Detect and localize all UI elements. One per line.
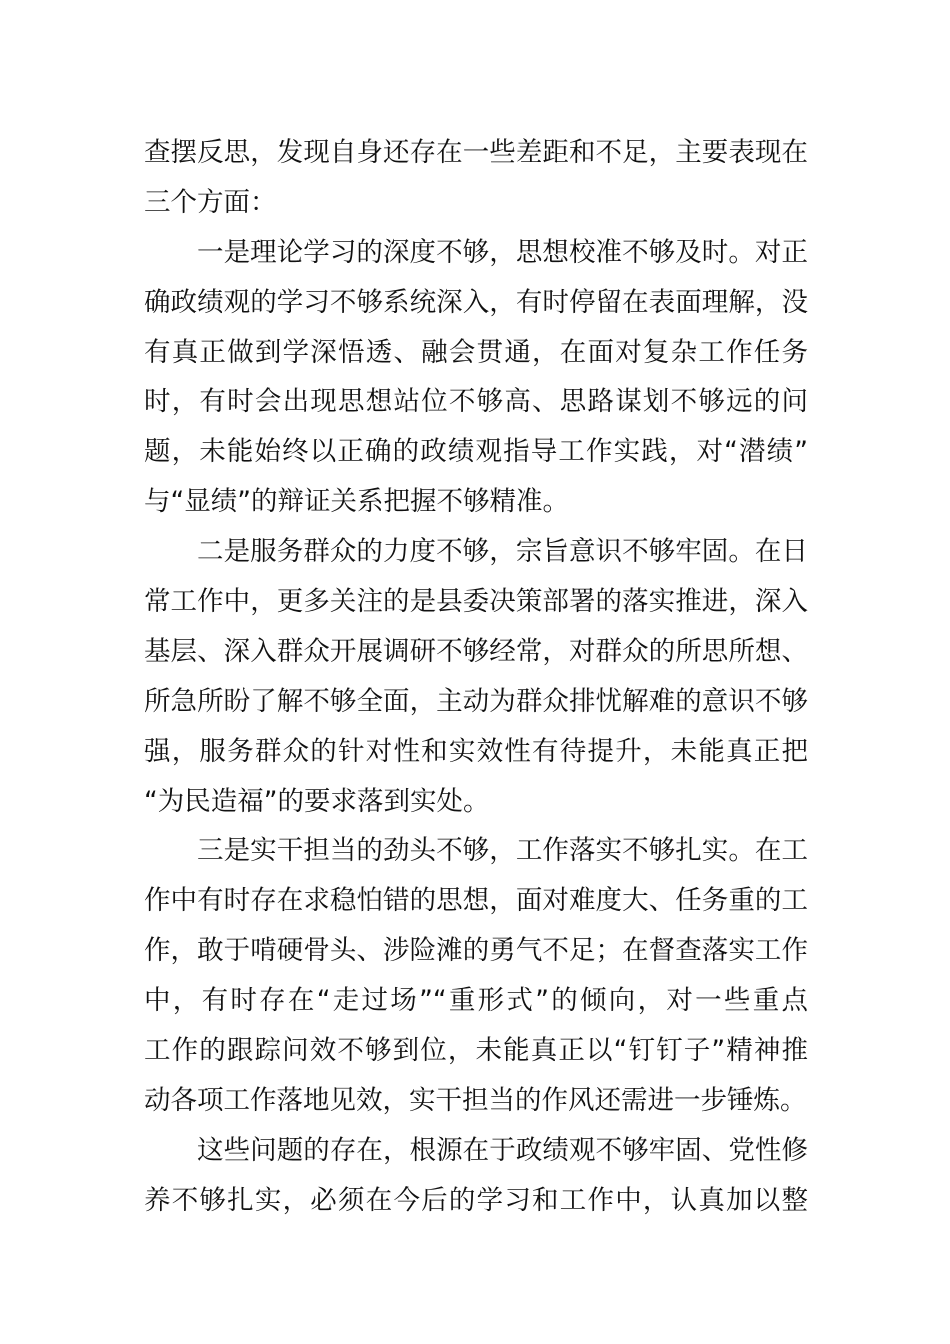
text-line: 查摆反思，发现自身还存在一些差距和不足，主要表现在 <box>144 137 808 168</box>
text-line: 三个方面： <box>144 186 277 218</box>
text-line: 作，敢于啃硬骨头、涉险滩的勇气不足；在督查落实工作 <box>144 935 808 967</box>
text-line: 动各项工作落地见效，实干担当的作风还需进一步锤炼。 <box>144 1084 807 1116</box>
document-body <box>144 128 808 1226</box>
text-line: 题，未能始终以正确的政绩观指导工作实践，对“潜绩” <box>144 436 808 468</box>
text-line: 工作的跟踪问效不够到位，未能真正以“钉钉子”精神推 <box>144 1035 808 1067</box>
text-line: 确政绩观的学习不够系统深入，有时停留在表面理解，没 <box>144 286 808 318</box>
text-line: 常工作中，更多关注的是县委决策部署的落实推进，深入 <box>144 586 808 618</box>
text-line: 基层、深入群众开展调研不够经常，对群众的所思所想、 <box>144 635 808 667</box>
text-line: “为民造福”的要求落到实处。 <box>144 785 490 817</box>
text-line: 与“显绩”的辩证关系把握不够精准。 <box>144 486 569 518</box>
text-line: 作中有时存在求稳怕错的思想，面对难度大、任务重的工 <box>144 885 808 917</box>
text-line: 时，有时会出现思想站位不够高、思路谋划不够远的问 <box>144 386 808 418</box>
text-line: 三是实干担当的劲头不够，工作落实不够扎实。在工 <box>197 835 808 867</box>
text-line: 一是理论学习的深度不够，思想校准不够及时。对正 <box>197 236 808 268</box>
text-line: 养不够扎实，必须在今后的学习和工作中，认真加以整 <box>144 1184 808 1216</box>
text-line: 强，服务群众的针对性和实效性有待提升，未能真正把 <box>144 735 808 767</box>
text-line: 二是服务群众的力度不够，宗旨意识不够牢固。在日 <box>197 536 808 568</box>
text-line: 这些问题的存在，根源在于政绩观不够牢固、党性修 <box>197 1134 808 1166</box>
text-line: 所急所盼了解不够全面，主动为群众排忧解难的意识不够 <box>144 685 808 717</box>
text-line: 有真正做到学深悟透、融会贯通，在面对复杂工作任务 <box>144 336 808 368</box>
text-line: 中，有时存在“走过场”“重形式”的倾向，对一些重点 <box>144 985 808 1017</box>
